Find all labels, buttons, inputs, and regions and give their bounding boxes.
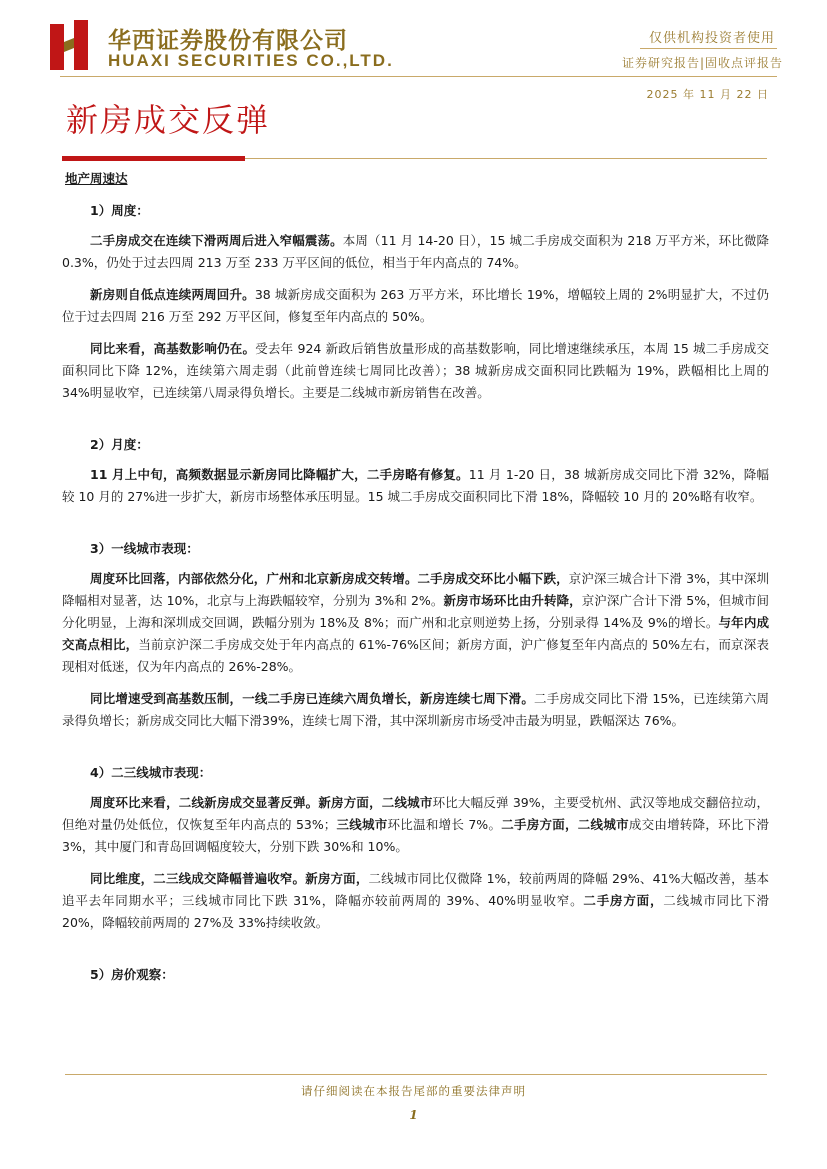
company-name-cn: 华西证券股份有限公司 — [108, 27, 348, 54]
report-type-label: 证券研究报告|固收点评报告 — [621, 56, 783, 70]
paragraph: 周度环比来看，二线新房成交显著反弹。新房方面，二线城市环比大幅反弹 39%，主要受杭州、武汉等地成交翻倍拉动，但绝对量仍处低位，仅恢复至年内高点的 53%；三线城市环比温和增长 7%。二手房方面，二线城市成交由增转降，环比下滑 3%，其中厦门和青岛回调幅度较大，分别下跌 30%和 10%。 — [62, 795, 769, 854]
legal-disclaimer-note: 请仔细阅读在本报告尾部的重要法律声明 — [301, 1084, 526, 1098]
report-date: 2025 年 11 月 22 日 — [646, 88, 769, 101]
audience-label: 仅供机构投资者使用 — [648, 31, 775, 46]
header-divider-short — [640, 48, 777, 49]
house-price-heading: 5）房价观察： — [90, 967, 174, 982]
header-divider — [60, 76, 777, 77]
paragraph: 周度环比回落，内部依然分化，广州和北京新房成交转增。二手房成交环比小幅下跌，京沪深三城合计下滑 3%，其中深圳降幅相对显著，达 10%，北京与上海跌幅较窄，分别为 3%和 2%。新房市场环比由升转降，京沪深广合计下滑 5%，但城市间分化明显，上海和深圳成交回调，跌幅分别为 18%及 8%；而广州和北京则逆势上扬，分别录得 14%及 9%的增长。与年内成交高点相比，当前京沪深二手房成交处于年内高点的 61%-76%区间；新房方面，沪广修复至年内高点的 50%左右，而京深表现相对低迷，仅为年内高点的 26%-28%。 — [62, 571, 769, 674]
report-title: 新房成交反弹 — [66, 101, 271, 139]
paragraph: 11 月上中旬，高频数据显示新房同比降幅扩大，二手房略有修复。11 月 1-20 日，38 城新房成交同比下滑 32%，降幅较 10 月的 27%进一步扩大，新房市场整体承压明显。15 城二手房成交面积同比下滑 18%，降幅较 10 月的 20%略有收窄。 — [62, 467, 769, 504]
paragraph: 同比维度，二三线成交降幅普遍收窄。新房方面，二线城市同比仅微降 1%，较前两周的降幅 29%、41%大幅改善，基本追平去年同期水平；三线城市同比下跌 31%，降幅亦较前两周的 39%、40%明显收窄。二手房方面，二线城市同比下滑 20%，降幅较前两周的 27%及 33%持续收敛。 — [62, 871, 769, 930]
weekly-heading: 1）周度： — [90, 203, 149, 218]
section-title: 地产周速达 — [65, 171, 128, 186]
title-accent-bar — [62, 156, 245, 161]
page-number: 1 — [409, 1108, 418, 1122]
report-body — [62, 168, 769, 994]
tier23-heading: 4）二三线城市表现： — [90, 765, 212, 780]
paragraph: 同比来看，高基数影响仍在。受去年 924 新政后销售放量形成的高基数影响，同比增速继续承压，本周 15 城二手房成交面积同比下降 12%，连续第六周走弱（此前曾连续七周同比改善）；38 城新房成交面积同比跌幅为 19%，跌幅相比上周的 34%明显收窄，已连续第八周录得负增长。主要是二线城市新房销售在改善。 — [62, 341, 769, 400]
footer-divider — [65, 1074, 767, 1075]
tier1-heading: 3）一线城市表现： — [90, 541, 199, 556]
monthly-heading: 2）月度： — [90, 437, 149, 452]
paragraph: 二手房成交在连续下滑两周后进入窄幅震荡。本周（11 月 14-20 日），15 城二手房成交面积为 218 万平方米，环比微降 0.3%，仍处于过去四周 213 万至 233 万平区间的低位，相当于年内高点的 74%。 — [62, 233, 769, 270]
company-name-en: HUAXI SECURITIES CO.,LTD. — [108, 51, 394, 70]
paragraph: 新房则自低点连续两周回升。38 城新房成交面积为 263 万平方米，环比增长 19%，增幅较上周的 2%明显扩大，不过仍位于过去四周 216 万至 292 万平区间，修复至年内高点的 50%。 — [62, 287, 769, 324]
huaxi-logo-icon — [50, 20, 96, 70]
paragraph: 同比增速受到高基数压制，一线二手房已连续六周负增长，新房连续七周下滑。二手房成交同比下滑 15%，已连续第六周录得负增长；新房成交同比大幅下滑39%，连续七周下滑，其中深圳新房市场受冲击最为明显，跌幅深达 76%。 — [62, 691, 769, 728]
